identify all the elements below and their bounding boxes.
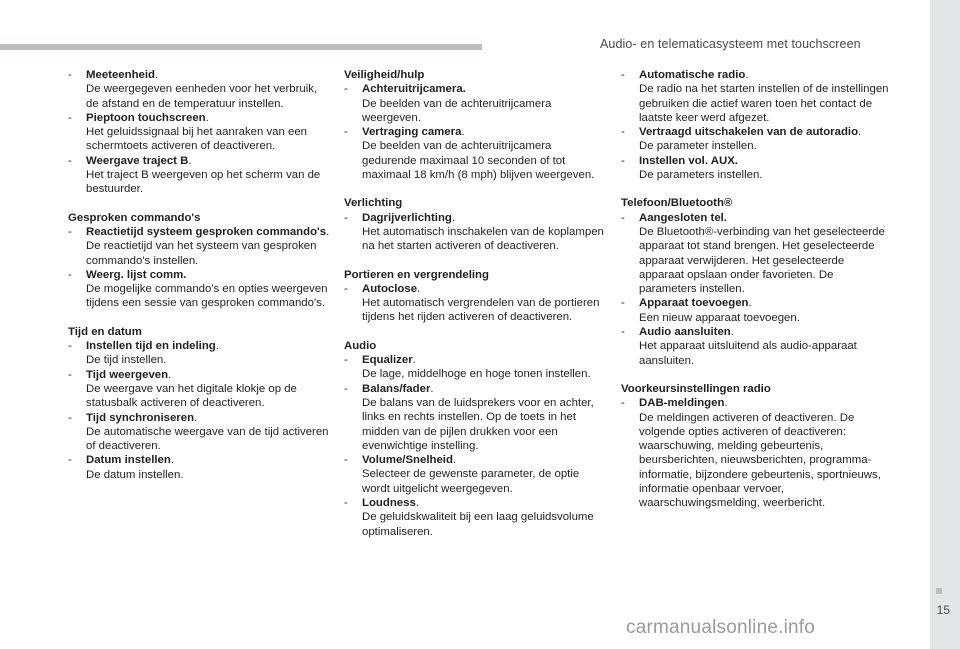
section-heading: Portieren en vergrendeling <box>344 268 489 281</box>
list-dash: - <box>344 497 348 510</box>
settings-entry <box>344 353 606 382</box>
entry-description: De parameters instellen. <box>639 169 763 182</box>
entry-description: De automatische weergave van de tijd activeren of deactiveren. <box>86 425 329 453</box>
settings-section <box>344 268 606 325</box>
continuation-mark <box>936 588 942 594</box>
entry-title: Instellen tijd en indeling <box>86 340 216 353</box>
settings-entry <box>344 496 606 539</box>
entry-title-suffix: . <box>430 382 434 395</box>
entry-title-suffix: . <box>745 69 749 81</box>
settings-section <box>68 68 330 197</box>
settings-entry <box>68 225 330 268</box>
settings-entry <box>621 296 891 325</box>
watermark: carmanualsonline.info <box>626 617 816 638</box>
entry-title: Vertraging camera <box>362 126 462 139</box>
text-column-1 <box>68 68 330 496</box>
entry-title: Apparaat toevoegen <box>639 297 749 310</box>
settings-entry <box>68 411 330 454</box>
entry-title: Equalizer <box>362 354 413 367</box>
settings-entry <box>68 68 330 111</box>
entry-title: Automatische radio <box>639 69 746 81</box>
entry-description: De beelden van de achteruitrijcamera gedurende maximaal 10 seconden of tot maximaal 18 km/h (8 mph) blijven weergeven. <box>362 140 595 182</box>
section-heading: Gesproken commando's <box>68 211 201 224</box>
entry-description: De datum instellen. <box>86 468 184 481</box>
settings-section <box>621 68 891 182</box>
entry-description: De beelden van de achteruitrijcamera weergeven. <box>362 97 552 124</box>
entry-title-suffix: . <box>858 126 862 139</box>
settings-entry <box>621 125 891 154</box>
entry-description: De tijd instellen. <box>86 354 167 367</box>
list-dash: - <box>68 225 72 238</box>
list-dash: - <box>68 340 72 353</box>
list-dash: - <box>68 154 72 167</box>
section-heading: Audio <box>344 339 377 352</box>
entry-title: Volume/Snelheid <box>362 454 453 467</box>
entry-description: De parameter instellen. <box>639 140 757 153</box>
section-heading: Telefoon/Bluetooth® <box>621 197 733 210</box>
entry-title: Dagrijverlichting <box>362 211 452 224</box>
entry-title-suffix: . <box>188 154 192 167</box>
entry-title-suffix: . <box>748 297 752 310</box>
entry-description: De geluidskwaliteit bij een laag geluidsvolume optimaliseren. <box>362 511 594 538</box>
entry-title: Reactietijd systeem gesproken commando's <box>86 225 327 238</box>
entry-description: Het automatisch inschakelen van de koplampen na het starten activeren of deactiveren. <box>362 225 604 253</box>
settings-entry <box>68 453 330 482</box>
running-header: Audio- en telematicasysteem met touchscreen <box>600 37 861 51</box>
settings-entry <box>68 268 330 311</box>
list-dash: - <box>344 454 348 467</box>
entry-title-suffix: . <box>730 326 734 339</box>
entry-title-suffix: . <box>461 126 465 139</box>
text-column-3 <box>621 68 891 525</box>
settings-entry <box>344 282 606 325</box>
entry-title: Meeteenheid <box>86 69 155 81</box>
settings-entry <box>68 111 330 154</box>
list-dash: - <box>68 69 72 81</box>
entry-description: De balans van de luidsprekers voor en achter, links en rechts instellen. Op de toets in het midden van de pijlen drukken voor een evenwichtige instelling. <box>362 396 594 452</box>
entry-title-suffix: . <box>205 111 209 124</box>
settings-entry <box>621 154 891 183</box>
entry-description: De weergegeven eenheden voor het verbruik, de afstand en de temperatuur instellen. <box>86 83 318 110</box>
entry-description: Selecteer de gewenste parameter, de optie wordt uitgelicht weergegeven. <box>362 468 580 495</box>
entry-title-suffix: . <box>215 340 219 353</box>
entry-title: Datum instellen <box>86 454 171 467</box>
entry-title: DAB-meldingen <box>639 397 725 410</box>
settings-entry <box>344 211 606 254</box>
entry-description: Het geluidssignaal bij het aanraken van een schermtoets activeren of deactiveren. <box>86 126 308 153</box>
settings-section <box>68 211 330 311</box>
entry-title-suffix: . <box>415 497 419 510</box>
entry-description: De mogelijke commando's en opties weergeven tijdens een sessie van gesproken commando's. <box>86 283 328 310</box>
entry-title: Vertraagd uitschakelen van de autoradio <box>639 126 859 139</box>
entry-description: De Bluetooth®-verbinding van het geselecteerde apparaat tot stand brengen. Het geselecteerde apparaat verwijderen. Het geselecteerde apparaat opslaan onder favorieten. De parameters instellen. <box>639 225 885 296</box>
entry-title: Weerg. lijst comm. <box>86 268 187 281</box>
entry-description: De meldingen activeren of deactiveren. De volgende opties activeren of deactiveren: waarschuwing, melding gebeurtenis, beursberichten, nieuwsberichten, programma-informatie, bijzondere gebeurtenis, sportnieuws, informatie openbaar vervoer, waarschuwingsmelding, weerbericht. <box>639 411 881 510</box>
entry-description: De lage, middelhoge en hoge tonen instellen. <box>362 368 591 381</box>
page-edge-strip <box>930 0 960 649</box>
settings-entry <box>344 453 606 496</box>
list-dash: - <box>344 126 348 139</box>
list-dash: - <box>68 411 72 424</box>
entry-title: Loudness <box>362 497 416 510</box>
header-rule <box>0 44 482 50</box>
entry-description: Het traject B weergeven op het scherm van de bestuurder. <box>86 169 321 196</box>
list-dash: - <box>621 397 625 410</box>
entry-title: Aangesloten tel. <box>639 211 727 224</box>
section-heading: Tijd en datum <box>68 325 142 338</box>
settings-entry <box>621 211 891 297</box>
entry-title-suffix: . <box>326 225 330 238</box>
list-dash: - <box>344 382 348 395</box>
entry-title: Balans/fader <box>362 382 431 395</box>
list-dash: - <box>344 354 348 367</box>
entry-title: Audio aansluiten <box>639 326 731 339</box>
list-dash: - <box>68 111 72 124</box>
entry-title-suffix: . <box>168 368 172 381</box>
list-dash: - <box>68 368 72 381</box>
entry-title: Tijd weergeven <box>86 368 169 381</box>
settings-entry <box>344 125 606 182</box>
entry-description: De reactietijd van het systeem van gesproken commando's instellen. <box>86 240 317 267</box>
settings-entry <box>68 339 330 368</box>
list-dash: - <box>621 297 625 310</box>
settings-entry <box>344 382 606 453</box>
entry-title: Weergave traject B <box>86 154 189 167</box>
list-dash: - <box>344 83 348 96</box>
page-number: 15 <box>936 603 950 617</box>
list-dash: - <box>621 126 625 139</box>
settings-entry <box>621 68 891 125</box>
list-dash: - <box>344 282 348 295</box>
settings-entry <box>344 82 606 125</box>
entry-title: Achteruitrijcamera. <box>362 83 466 96</box>
list-dash: - <box>621 211 625 224</box>
list-dash: - <box>68 268 72 281</box>
section-heading: Veiligheid/hulp <box>344 69 425 81</box>
settings-section <box>344 196 606 253</box>
list-dash: - <box>621 326 625 339</box>
entry-description: Het automatisch vergrendelen van de portieren tijdens het rijden activeren of deactiveren. <box>362 297 600 324</box>
entry-title-suffix: . <box>170 454 174 467</box>
settings-entry <box>621 325 891 368</box>
section-heading: Voorkeursinstellingen radio <box>621 382 771 395</box>
settings-entry <box>621 396 891 510</box>
list-dash: - <box>621 69 625 81</box>
text-column-2 <box>344 68 606 553</box>
list-dash: - <box>344 211 348 224</box>
entry-title-suffix: . <box>412 354 416 367</box>
entry-title: Instellen vol. AUX. <box>639 154 738 167</box>
settings-section <box>344 339 606 539</box>
settings-section <box>621 196 891 368</box>
settings-section <box>621 382 891 511</box>
settings-entry <box>68 368 330 411</box>
entry-title: Pieptoon touchscreen <box>86 111 206 124</box>
entry-description: Een nieuw apparaat toevoegen. <box>639 311 800 324</box>
settings-section <box>344 68 606 182</box>
entry-title-suffix: . <box>452 454 457 467</box>
section-heading: Verlichting <box>344 197 403 210</box>
entry-title-suffix: . <box>155 69 159 81</box>
entry-title: Autoclose <box>362 282 418 295</box>
entry-description: Het apparaat uitsluitend als audio-apparaat aansluiten. <box>639 340 857 367</box>
list-dash: - <box>621 154 625 167</box>
entry-title: Tijd synchroniseren <box>86 411 195 424</box>
list-dash: - <box>68 454 72 467</box>
entry-title-suffix: . <box>194 411 198 424</box>
entry-description: De radio na het starten instellen of de instellingen gebruiken die actief waren toen het contact de laatste keer werd afgezet. <box>639 83 889 124</box>
settings-section <box>68 325 330 482</box>
entry-title-suffix: . <box>417 282 421 295</box>
entry-title-suffix: . <box>724 397 728 410</box>
entry-description: De weergave van het digitale klokje op de statusbalk activeren of deactiveren. <box>86 382 297 410</box>
entry-title-suffix: . <box>451 211 456 224</box>
settings-entry <box>68 154 330 197</box>
